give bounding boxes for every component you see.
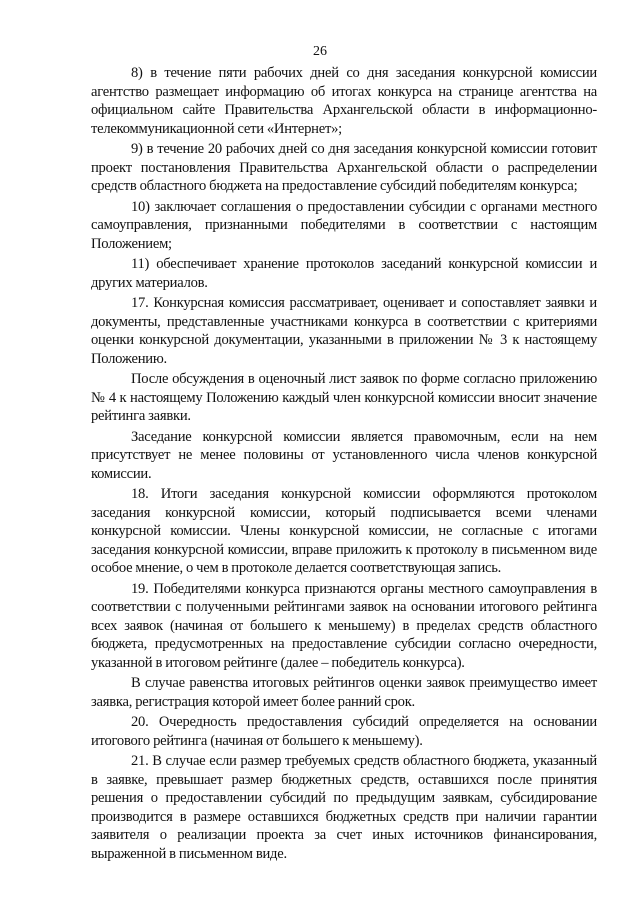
paragraph-item-8: 8) в течение пяти рабочих дней со дня заседания конкурсной комиссии агентство размещает информацию об итогах конкурса на странице агентства на официальном сайте Правительства Архангельской области в информационно-телекоммуникационной сети «Интернет»; xyxy=(91,65,597,137)
paragraph-item-10: 10) заключает соглашения о предоставлении субсидии с органами местного самоуправления, признанными победителями в соответствии с настоящим Положением; xyxy=(91,198,597,252)
paragraph-evaluation-sheet: После обсуждения в оценочный лист заявок по форме согласно приложению № 4 к настоящему Положению каждый член конкурсной комиссии вносит значение рейтинга заявки. xyxy=(91,371,597,424)
paragraph-clause-17: 17. Конкурсная комиссия рассматривает, оценивает и сопоставляет заявки и документы, представленные участниками конкурса в соответствии с критериями оценки конкурсной документации, указанными в приложении № 3 к настоящему Положению. xyxy=(91,295,597,367)
page-number: 26 xyxy=(313,44,327,59)
paragraph-item-9: 9) в течение 20 рабочих дней со дня заседания конкурсной комиссии готовит проект постановления Правительства Архангельской области о распределении средств областного бюджета на предоставление субсидий победителям конкурса; xyxy=(91,141,597,194)
paragraph-clause-20: 20. Очередность предоставления субсидий определяется на основании итогового рейтинга (начиная от большего к меньшему). xyxy=(91,714,597,749)
document-body xyxy=(91,64,597,865)
paragraph-equal-ratings: В случае равенства итоговых рейтингов оценки заявок преимущество имеет заявка, регистрация которой имеет более ранний срок. xyxy=(91,675,597,710)
paragraph-clause-21: 21. В случае если размер требуемых средств областного бюджета, указанный в заявке, превышает размер бюджетных средств, оставшихся после принятия решения о предоставлении субсидий по предыдущим заявкам, субсидирование производится в размере оставшихся бюджетных средств при наличии гарантии заявителя о реализации проекта за счет иных источников финансирования, выраженной в письменном виде. xyxy=(91,753,597,862)
paragraph-clause-19: 19. Победителями конкурса признаются органы местного самоуправления в соответствии с полученными рейтингами заявок на основании итогового рейтинга всех заявок (начиная от большего к меньшему) в пределах средств областного бюджета, предусмотренных на предоставление субсидии согласно очередности, указанной в итоговом рейтинге (далее – победитель конкурса). xyxy=(91,580,597,671)
paragraph-quorum: Заседание конкурсной комиссии является правомочным, если на нем присутствует не менее половины от установленного числа членов конкурсной комиссии. xyxy=(91,428,597,482)
paragraph-item-11: 11) обеспечивает хранение протоколов заседаний конкурсной комиссии и других материалов. xyxy=(91,256,597,291)
paragraph-clause-18: 18. Итоги заседания конкурсной комиссии оформляются протоколом заседания конкурсной комиссии, который подписывается всеми членами конкурсной комиссии. Члены конкурсной комиссии, не согласные с итогами заседания конкурсной комиссии, вправе приложить к протоколу в письменном виде особое мнение, о чем в протоколе делается соответствующая запись. xyxy=(91,486,597,576)
